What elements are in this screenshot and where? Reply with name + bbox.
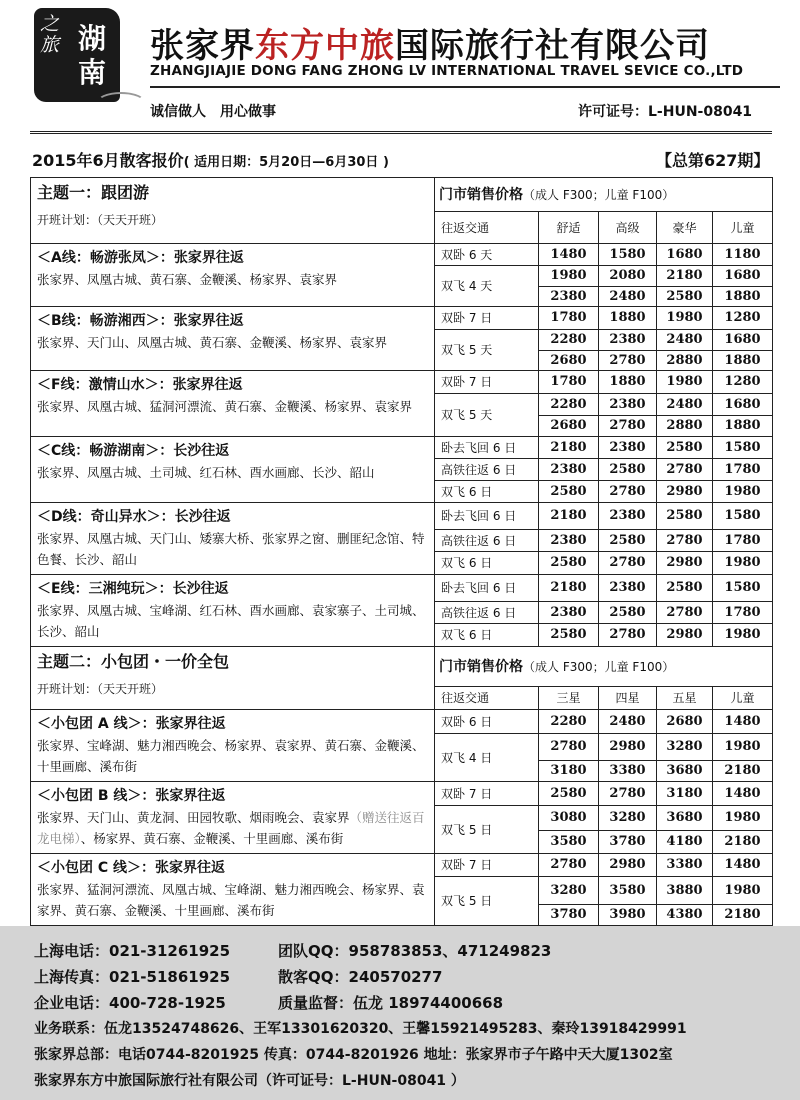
route-heading: ＜小包团 A 线＞：张家界往返	[37, 716, 226, 732]
price-cell: 2580	[599, 459, 657, 481]
transport-cell: 卧去飞回 6 日	[435, 503, 539, 530]
price-cell: 2280	[539, 710, 599, 734]
column-header: 往返交通	[435, 687, 539, 710]
price-cell: 3380	[599, 761, 657, 782]
price-cell: 1980	[657, 371, 713, 394]
price-cell: 1980	[539, 266, 599, 287]
price-cell: 2280	[539, 394, 599, 416]
transport-cell: 双飞 4 日	[435, 734, 539, 782]
column-header: 五星	[657, 687, 713, 710]
logo-big-text: 湖南	[78, 22, 107, 89]
price-cell: 2180	[713, 905, 773, 926]
column-header: 儿童	[713, 212, 773, 244]
transport-cell: 双飞 4 天	[435, 266, 539, 307]
price-cell: 1480	[713, 710, 773, 734]
route-heading: ＜D线：奇山异水＞：长沙往返	[37, 509, 231, 525]
price-cell: 3780	[599, 831, 657, 854]
route-description-cell	[31, 503, 435, 575]
price-cell: 3580	[599, 877, 657, 905]
price-cell: 2680	[657, 710, 713, 734]
column-header: 舒适	[539, 212, 599, 244]
theme-title-line	[37, 182, 428, 204]
price-cell: 3380	[657, 854, 713, 877]
price-cell: 2080	[599, 266, 657, 287]
theme-title: 主题一：	[37, 183, 102, 202]
price-cell: 1780	[539, 307, 599, 330]
transport-cell: 双飞 6 日	[435, 481, 539, 503]
transport-cell: 高铁往返 6 日	[435, 601, 539, 624]
gate-price-label: 门市销售价格	[439, 186, 523, 203]
price-cell: 1880	[713, 351, 773, 371]
price-cell: 4380	[657, 905, 713, 926]
theme-header-row	[31, 178, 773, 212]
cloud-swirl-icon	[96, 92, 146, 114]
price-cell: 2880	[657, 416, 713, 437]
price-cell: 2380	[599, 437, 657, 459]
route-itinerary	[37, 396, 428, 417]
route-description-cell	[31, 782, 435, 854]
route-description-cell	[31, 575, 435, 647]
price-cell: 2480	[599, 287, 657, 307]
price-cell: 2780	[599, 782, 657, 806]
route-heading: ＜E线：三湘纯玩＞：长沙往返	[37, 581, 229, 597]
transport-cell: 双飞 5 天	[435, 330, 539, 371]
price-row	[31, 710, 773, 734]
price-cell: 3080	[539, 806, 599, 831]
price-cell: 2580	[539, 481, 599, 503]
price-cell: 1480	[713, 782, 773, 806]
transport-cell: 双卧 7 日	[435, 371, 539, 394]
price-cell: 2480	[657, 330, 713, 351]
column-header: 儿童	[713, 687, 773, 710]
price-cell: 1680	[657, 244, 713, 266]
route-heading: ＜B线：畅游湘西＞：张家界往返	[37, 313, 244, 329]
price-cell: 1580	[713, 437, 773, 459]
theme-title: 主题二：小包团・一价全包	[37, 652, 230, 671]
price-cell: 2480	[599, 710, 657, 734]
group-qq: 团队QQ：958783853、471249823	[278, 942, 552, 960]
individual-qq: 散客QQ：240570277	[278, 968, 443, 986]
theme-title-line	[37, 651, 428, 673]
price-cell: 2780	[657, 601, 713, 624]
price-cell: 1780	[539, 371, 599, 394]
price-cell: 2380	[599, 330, 657, 351]
route-itinerary	[37, 735, 428, 777]
route-description-cell	[31, 710, 435, 782]
price-cell: 1680	[713, 394, 773, 416]
route-heading: ＜小包团 B 线＞：张家界往返	[37, 788, 226, 804]
price-cell: 2380	[539, 601, 599, 624]
transport-cell: 卧去飞回 6 日	[435, 575, 539, 602]
company-english-name: ZHANGJIAJIE DONG FANG ZHONG LV INTERNATIONAL TRAVEL SEVICE CO.,LTD	[150, 63, 744, 79]
itinerary-text: 张家界、凤凰古城、黄石寨、金鞭溪、杨家界、袁家界	[37, 272, 338, 287]
price-cell: 2380	[599, 503, 657, 530]
route-itinerary	[37, 332, 428, 353]
itinerary-text: 张家界、凤凰古城、土司城、红石林、酉水画廊、长沙、韶山	[37, 465, 375, 480]
transport-cell: 双卧 6 天	[435, 244, 539, 266]
company-phone: 企业电话：400-728-1925	[34, 994, 226, 1012]
price-cell: 2580	[657, 575, 713, 602]
transport-cell: 高铁往返 6 日	[435, 529, 539, 552]
issue-number: 【总第627期】	[656, 151, 770, 170]
theme-header-row	[31, 647, 773, 687]
price-cell: 2580	[657, 437, 713, 459]
header	[0, 0, 800, 140]
headquarters-info: 张家界总部：电话0744-8201925 传真：0744-8201926 地址：张家界市子午路中天大厦1302室	[34, 1047, 673, 1063]
schedule-plan: 开班计划：（天天开班）	[37, 682, 164, 696]
transport-cell: 双飞 6 日	[435, 552, 539, 575]
route-itinerary	[37, 879, 428, 921]
gate-price-header	[435, 647, 773, 687]
price-cell: 1680	[713, 330, 773, 351]
route-heading: ＜C线：畅游湖南＞：长沙往返	[37, 443, 230, 459]
price-cell: 1980	[713, 552, 773, 575]
price-cell: 1980	[713, 481, 773, 503]
route-description-cell	[31, 307, 435, 371]
transport-cell: 双卧 7 日	[435, 307, 539, 330]
price-cell: 3280	[657, 734, 713, 761]
price-cell: 1780	[713, 529, 773, 552]
price-cell: 1780	[713, 601, 773, 624]
price-cell: 3980	[599, 905, 657, 926]
contact-footer	[0, 926, 800, 1100]
itinerary-text: 张家界、天门山、凤凰古城、黄石寨、金鞭溪、杨家界、袁家界	[37, 335, 388, 350]
quality-supervision: 质量监督：伍龙 18974400668	[278, 994, 504, 1012]
transport-cell: 双卧 7 日	[435, 854, 539, 877]
itinerary-text: 张家界、猛洞河漂流、凤凰古城、宝峰湖、魅力湘西晚会、杨家界、袁家界、黄石寨、金鞭溪、十里画廊、溪布街	[37, 882, 425, 918]
price-cell: 3180	[539, 761, 599, 782]
price-cell: 2780	[657, 459, 713, 481]
price-cell: 2180	[657, 266, 713, 287]
logo-small-text: 之旅	[40, 13, 60, 56]
price-cell: 2480	[657, 394, 713, 416]
hunan-logo	[34, 8, 120, 102]
price-cell: 1980	[713, 734, 773, 761]
theme-header-cell	[31, 647, 435, 710]
price-cell: 2380	[539, 529, 599, 552]
price-list-title: 2015年6月散客报价( 适用日期：5月20日—6月30日 )	[32, 151, 389, 170]
price-cell: 3680	[657, 761, 713, 782]
price-cell: 1180	[713, 244, 773, 266]
route-itinerary	[37, 600, 428, 642]
price-cell: 1480	[539, 244, 599, 266]
price-row	[31, 244, 773, 266]
route-description-cell	[31, 437, 435, 503]
price-row	[31, 854, 773, 877]
price-cell: 2780	[657, 529, 713, 552]
price-row	[31, 503, 773, 530]
route-itinerary	[37, 462, 428, 483]
price-cell: 2780	[599, 416, 657, 437]
price-cell: 2580	[657, 503, 713, 530]
price-cell: 2380	[599, 394, 657, 416]
price-cell: 4180	[657, 831, 713, 854]
column-header: 高级	[599, 212, 657, 244]
header-divider	[150, 86, 780, 88]
theme-title-name: 跟团游	[101, 183, 150, 202]
price-cell: 1280	[713, 371, 773, 394]
transport-cell: 高铁往返 6 日	[435, 459, 539, 481]
transport-cell: 双飞 5 天	[435, 394, 539, 437]
price-cell: 1480	[713, 854, 773, 877]
price-cell: 1880	[713, 287, 773, 307]
price-cell: 2180	[713, 831, 773, 854]
price-cell: 2580	[657, 287, 713, 307]
price-cell: 1880	[599, 371, 657, 394]
gate-price-label: 门市销售价格	[439, 658, 523, 675]
price-cell: 2380	[539, 459, 599, 481]
price-cell: 2680	[539, 416, 599, 437]
price-cell: 2180	[539, 437, 599, 459]
price-cell: 3280	[599, 806, 657, 831]
price-cell: 2980	[599, 734, 657, 761]
transport-cell: 双飞 5 日	[435, 877, 539, 926]
itinerary-text: 张家界、天门山、黄龙洞、田园牧歌、烟雨晚会、袁家界	[37, 810, 350, 825]
route-description-cell	[31, 854, 435, 926]
itinerary-text: 张家界、凤凰古城、天门山、矮寨大桥、张家界之窗、删匪纪念馆、特色餐、长沙、韶山	[37, 531, 425, 567]
price-cell: 2380	[539, 287, 599, 307]
price-cell: 3680	[657, 806, 713, 831]
company-name: 张家界东方中旅国际旅行社有限公司	[150, 26, 710, 66]
price-row	[31, 575, 773, 602]
price-cell: 3280	[539, 877, 599, 905]
price-cell: 1980	[713, 877, 773, 905]
business-contacts: 业务联系：伍龙13524748626、王军13301620320、王馨15921495283、秦玲13918429991	[34, 1021, 687, 1037]
price-cell: 1580	[713, 503, 773, 530]
price-cell: 2880	[657, 351, 713, 371]
route-heading: ＜F线：激情山水＞：张家界往返	[37, 377, 243, 393]
price-cell: 2180	[713, 761, 773, 782]
price-cell: 3180	[657, 782, 713, 806]
price-cell: 2780	[599, 552, 657, 575]
price-cell: 1880	[599, 307, 657, 330]
price-cell: 2780	[599, 481, 657, 503]
transport-cell: 双卧 6 日	[435, 710, 539, 734]
price-cell: 2580	[599, 601, 657, 624]
price-cell: 2580	[539, 552, 599, 575]
gate-price-note: （成人 F300；儿童 F100）	[523, 659, 675, 674]
price-cell: 1580	[713, 575, 773, 602]
price-row	[31, 307, 773, 330]
price-cell: 2980	[657, 552, 713, 575]
price-row	[31, 437, 773, 459]
gate-price-note: （成人 F300；儿童 F100）	[523, 187, 675, 202]
price-cell: 2180	[539, 503, 599, 530]
price-cell: 1880	[713, 416, 773, 437]
route-itinerary	[37, 528, 428, 570]
company-license-line: 张家界东方中旅国际旅行社有限公司（许可证号：L-HUN-08041 ）	[34, 1073, 465, 1089]
price-cell: 2780	[539, 734, 599, 761]
column-header: 豪华	[657, 212, 713, 244]
price-table	[30, 177, 773, 926]
price-cell: 3580	[539, 831, 599, 854]
transport-cell: 双飞 5 日	[435, 806, 539, 854]
itinerary-text-tail: 、杨家界、黄石寨、金鞭溪、十里画廊、溪布街	[80, 831, 344, 846]
price-cell: 2580	[539, 782, 599, 806]
price-cell: 1780	[713, 459, 773, 481]
price-cell: 3880	[657, 877, 713, 905]
price-cell: 2980	[657, 624, 713, 647]
route-description-cell	[31, 371, 435, 437]
route-description-cell	[31, 244, 435, 307]
price-cell: 3780	[539, 905, 599, 926]
column-header: 四星	[599, 687, 657, 710]
price-cell: 2780	[599, 351, 657, 371]
itinerary-text: 张家界、凤凰古城、猛洞河漂流、黄石寨、金鞭溪、杨家界、袁家界	[37, 399, 413, 414]
column-header: 三星	[539, 687, 599, 710]
itinerary-bonus-note: （赠送往返百龙电梯）	[37, 810, 425, 846]
gate-price-header	[435, 178, 773, 212]
price-row	[31, 782, 773, 806]
price-cell: 1280	[713, 307, 773, 330]
price-cell: 2280	[539, 330, 599, 351]
itinerary-text: 张家界、宝峰湖、魅力湘西晚会、杨家界、袁家界、黄石寨、金鞭溪、十里画廊、溪布街	[37, 738, 425, 774]
price-cell: 2380	[599, 575, 657, 602]
price-cell: 1980	[713, 624, 773, 647]
transport-cell: 双飞 6 日	[435, 624, 539, 647]
price-cell: 1980	[657, 307, 713, 330]
price-cell: 2780	[539, 854, 599, 877]
shanghai-phone: 上海电话：021-31261925	[34, 942, 231, 960]
price-cell: 1580	[599, 244, 657, 266]
price-cell: 2180	[539, 575, 599, 602]
route-itinerary	[37, 269, 428, 290]
slogan: 诚信做人 用心做事	[150, 104, 276, 120]
column-header: 往返交通	[435, 212, 539, 244]
license-number: 许可证号：L-HUN-08041	[578, 104, 753, 120]
price-cell: 1980	[713, 806, 773, 831]
header-double-rule	[30, 131, 772, 134]
transport-cell: 双卧 7 日	[435, 782, 539, 806]
price-cell: 2980	[657, 481, 713, 503]
shanghai-fax: 上海传真：021-51861925	[34, 968, 231, 986]
route-itinerary	[37, 807, 428, 849]
price-cell: 2680	[539, 351, 599, 371]
price-cell: 2580	[539, 624, 599, 647]
schedule-plan: 开班计划：（天天开班）	[37, 213, 164, 227]
itinerary-text: 张家界、凤凰古城、宝峰湖、红石林、酉水画廊、袁家寨子、土司城、长沙、韶山	[37, 603, 425, 639]
route-heading: ＜A线：畅游张凤＞：张家界往返	[37, 250, 244, 266]
price-cell: 2580	[599, 529, 657, 552]
route-heading: ＜小包团 C 线＞：张家界往返	[37, 860, 226, 876]
theme-header-cell	[31, 178, 435, 244]
price-cell: 2780	[599, 624, 657, 647]
transport-cell: 卧去飞回 6 日	[435, 437, 539, 459]
price-cell: 2980	[599, 854, 657, 877]
price-cell: 1680	[713, 266, 773, 287]
price-row	[31, 371, 773, 394]
